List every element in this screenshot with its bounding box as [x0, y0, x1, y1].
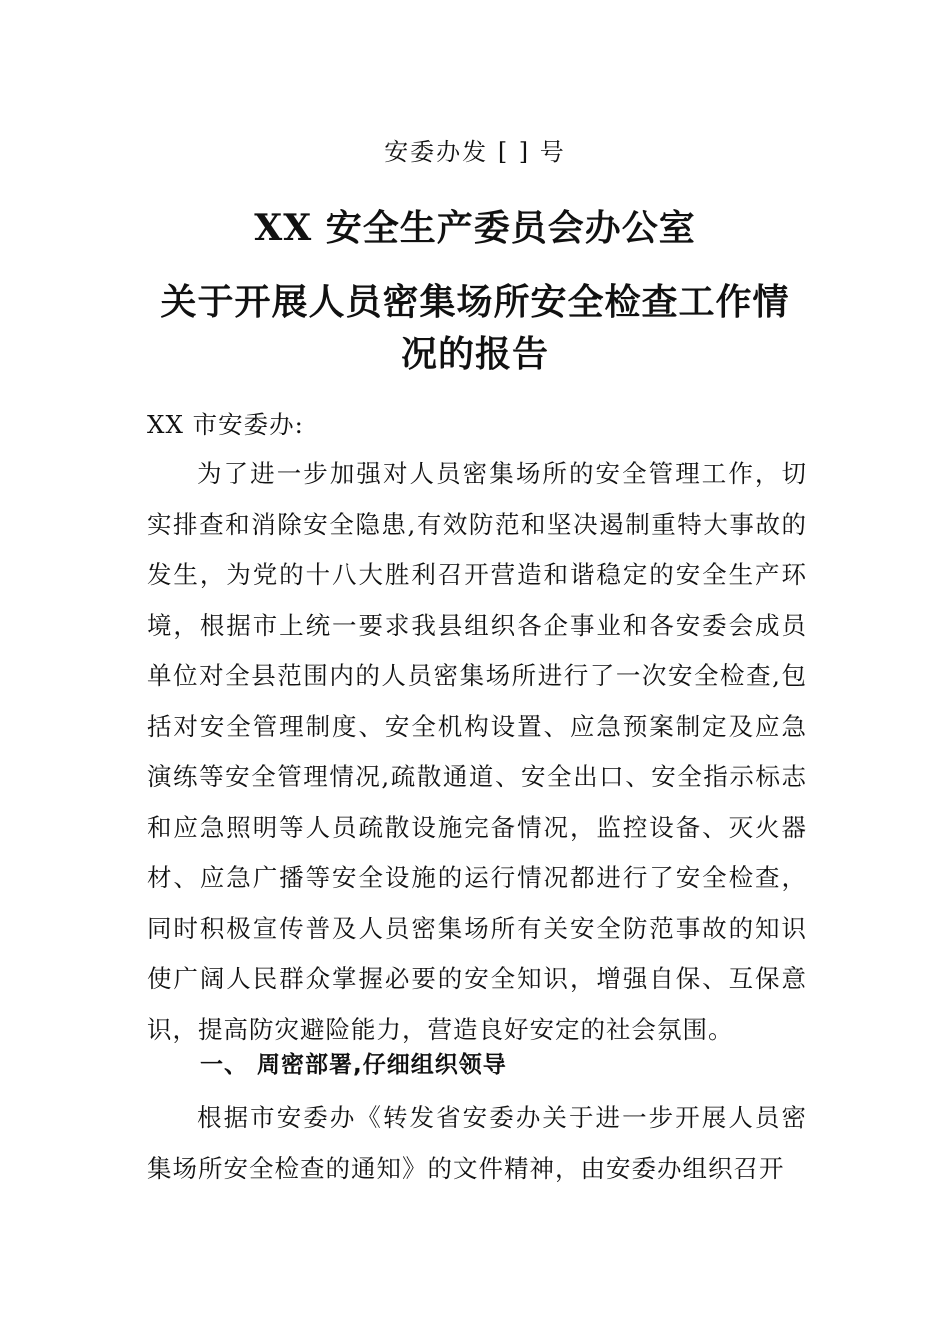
document-number: 安委办发 [ ] 号	[384, 138, 566, 166]
document-title-line-2: 关于开展人员密集场所安全检查工作情况的报告	[160, 281, 790, 375]
body-paragraph-2: 根据市安委办《转发省安委办关于进一步开展人员密集场所安全检查的通知》的文件精神，由安委办组织召开	[147, 1103, 807, 1183]
salutation: XX 市安委办:	[147, 410, 304, 439]
section-heading-1: 一、 周密部署,仔细组织领导	[200, 1052, 507, 1078]
body-paragraph-1: 为了进一步加强对人员密集场所的安全管理工作，切实排查和消除安全隐患,有效防范和坚决遏制重特大事故的发生，为党的十八大胜利召开营造和谐稳定的安全生产环境，根据市上统一要求我县组织各企事业和各安委会成员单位对全县范围内的人员密集场所进行了一次安全检查,包括对安全管理制度、安全机构设置、应急预案制定及应急演练等安全管理情况,疏散通道、安全出口、安全指示标志和应急照明等人员疏散设施完备情况，监控设备、灭火器材、应急广播等安全设施的运行情况都进行了安全检查，同时积极宣传普及人员密集场所有关安全防范事故的知识使广阔人民群众掌握必要的安全知识，增强自保、互保意识，提高防灾避险能力，营造良好安定的社会氛围。	[147, 459, 807, 1044]
document-title-line-1: XX 安全生产委员会办公室	[254, 207, 696, 249]
